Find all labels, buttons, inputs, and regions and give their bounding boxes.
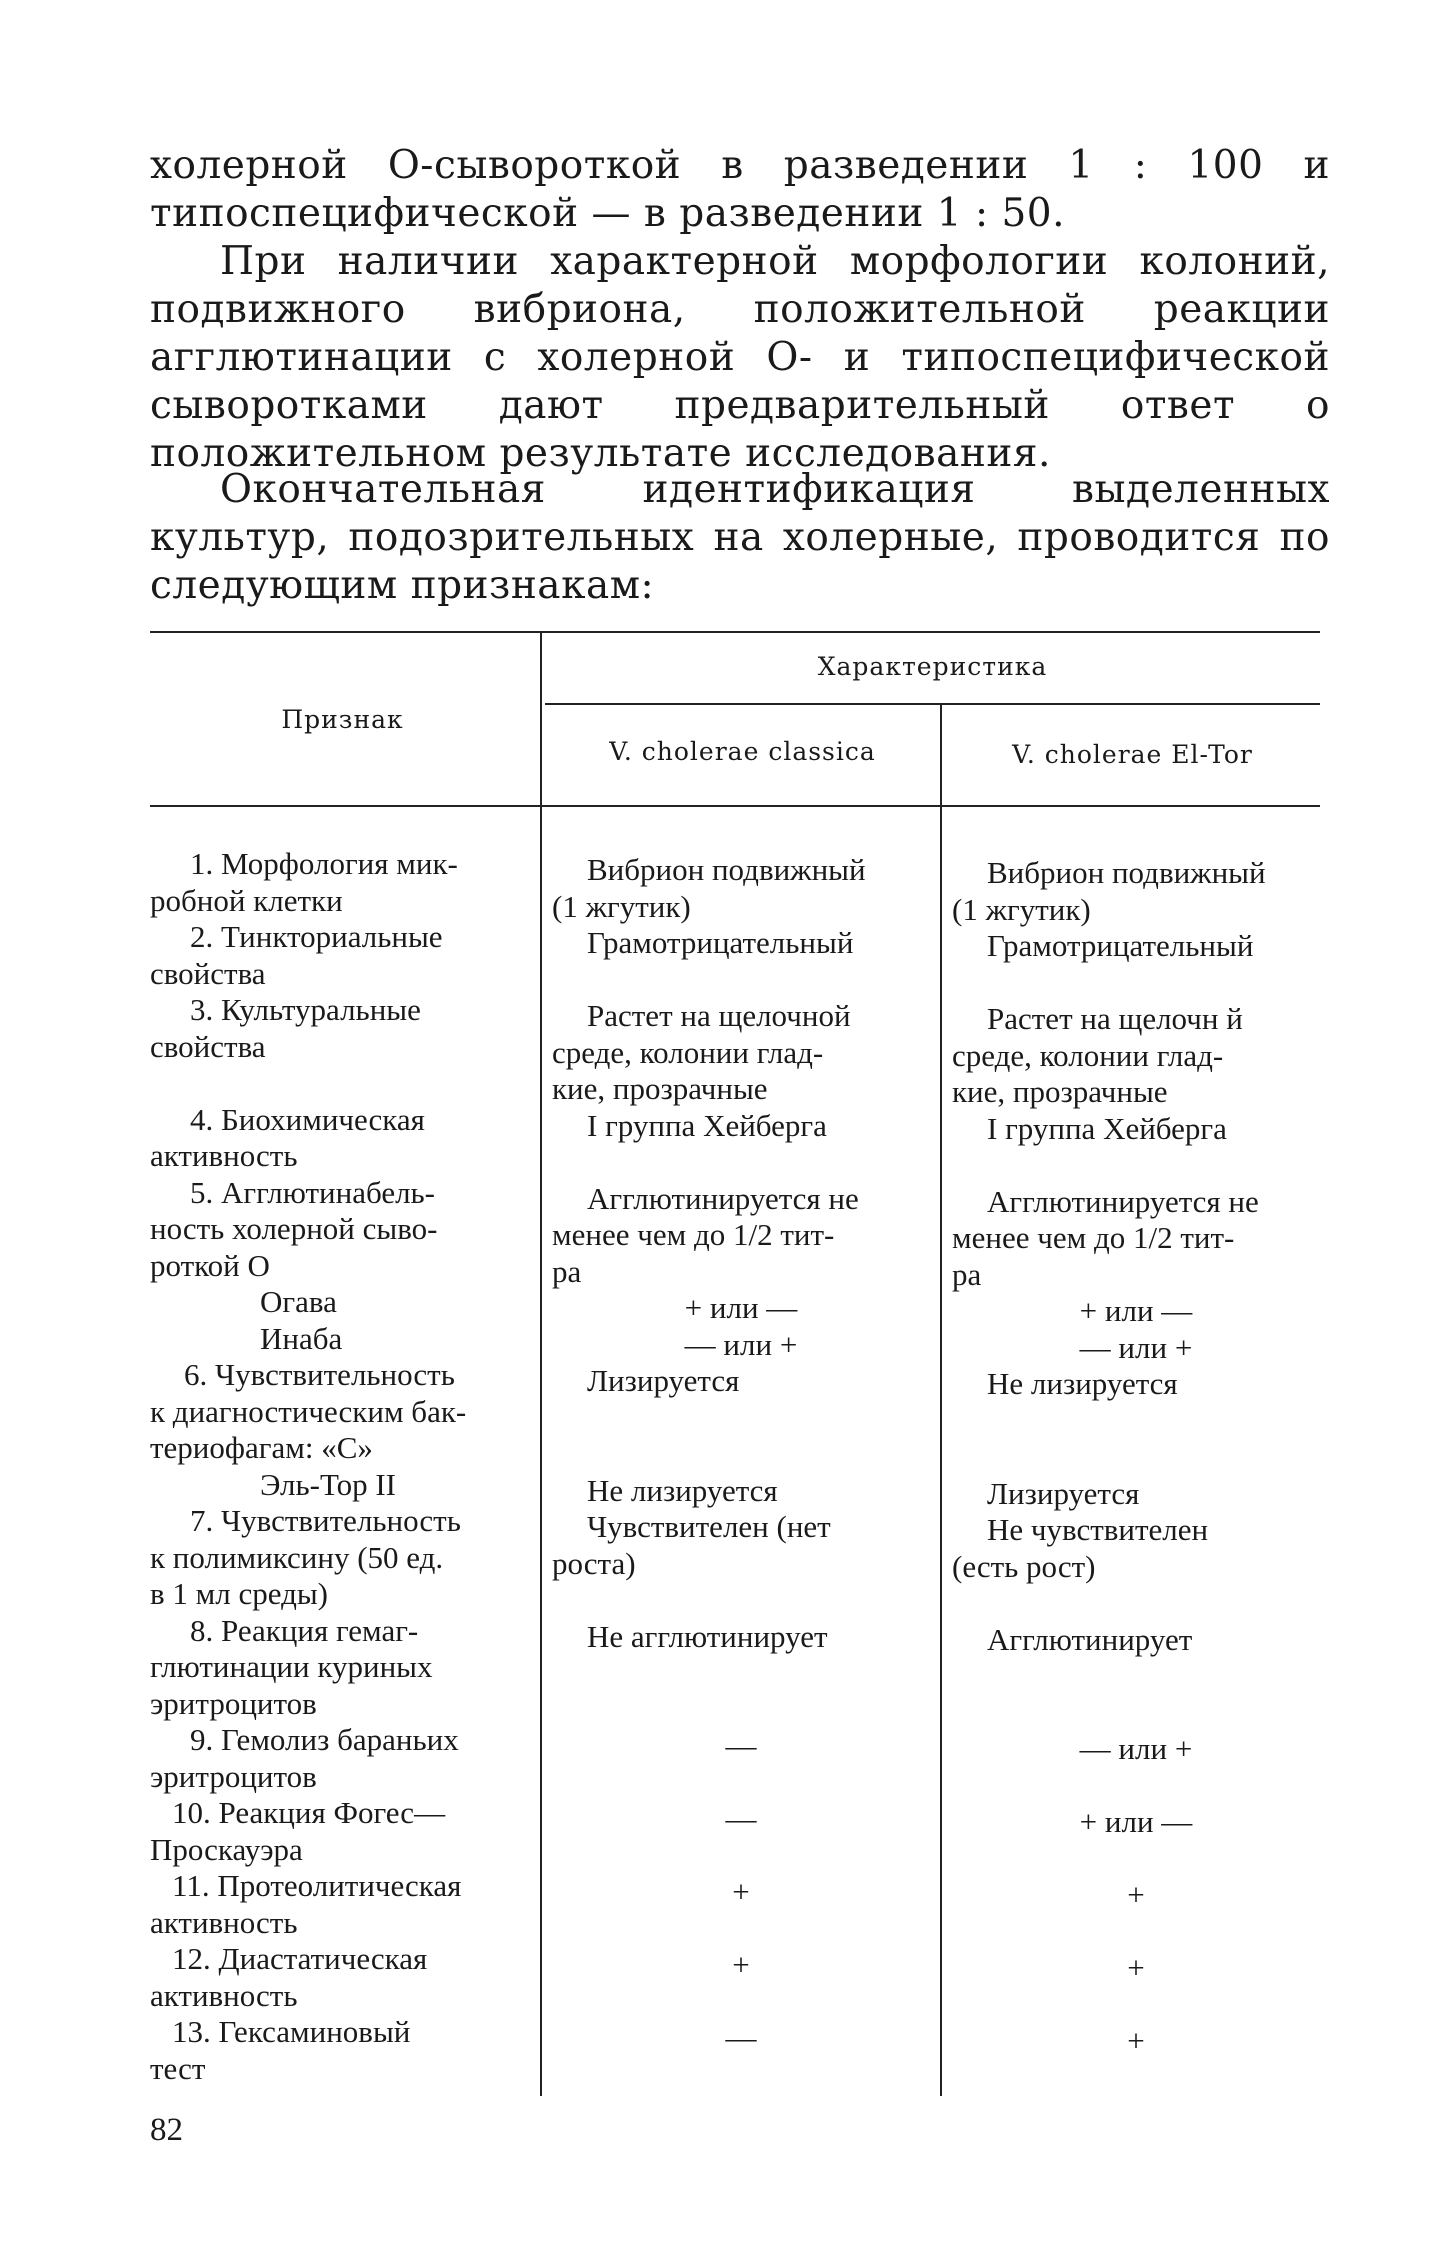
list-item: 9. Гемолиз бараньих <box>190 1722 459 1757</box>
list-item: 3. Культуральные <box>190 992 421 1027</box>
list-item: Агглютинирует <box>987 1621 1193 1657</box>
list-item: 13. Гексаминовый <box>172 2014 411 2049</box>
list-item: глютинации куриных <box>150 1649 433 1684</box>
list-item: (1 жгутик) <box>552 888 691 924</box>
list-item <box>552 1655 930 1692</box>
list-item <box>952 2060 1320 2097</box>
list-item: ность холерной сыво- <box>150 1211 438 1246</box>
list-item: свойства <box>150 1028 266 1064</box>
paragraph-1: холерной О-сывороткой в разведении 1 : 100 и типоспецифической — в разведении 1 : 50. <box>150 143 1330 236</box>
list-item: тест <box>150 2050 206 2086</box>
list-item <box>952 1987 1320 2024</box>
list-item: + или — <box>1079 1804 1193 1839</box>
list-item: Не лизируется <box>587 1472 778 1508</box>
header-classica: V. cholerae classica <box>609 737 876 766</box>
list-item <box>552 1692 930 1729</box>
paragraph-3: Окончательная идентификация выделенных культур, подозрительных на холерные, проводится по следующим признакам: <box>150 467 1330 608</box>
list-item <box>552 2057 930 2094</box>
column-classica <box>552 852 930 2093</box>
list-item: — <box>725 1728 757 1763</box>
list-item: ра <box>952 1256 982 1292</box>
table-header-bottom-rule <box>150 805 1320 807</box>
list-item: Грамотрицательный <box>587 925 854 960</box>
list-item: эритроцитов <box>150 1685 317 1721</box>
list-item: Лизируется <box>587 1363 740 1398</box>
list-item: роткой О <box>150 1247 270 1283</box>
list-item <box>952 1914 1320 1951</box>
list-item: активность <box>150 1977 298 2013</box>
list-item <box>952 1403 1320 1440</box>
list-item: Агглютинируется не <box>587 1180 859 1216</box>
table-vline-1 <box>540 631 542 2096</box>
list-item <box>952 1841 1320 1878</box>
list-item: I группа Хейберга <box>987 1110 1227 1146</box>
list-item: — <box>725 2020 757 2055</box>
list-item: менее чем до 1/2 тит- <box>552 1217 835 1252</box>
list-item: — или + <box>1079 1329 1193 1365</box>
list-item <box>952 1658 1320 1695</box>
list-item: 4. Биохимическая <box>190 1101 425 1137</box>
table-top-rule <box>150 631 1320 633</box>
list-item: 7. Чувствительность <box>190 1503 461 1538</box>
list-item: активность <box>150 1138 298 1173</box>
list-item: Не чувствителен <box>987 1512 1209 1547</box>
list-item: Растет на щелочн й <box>987 1001 1243 1036</box>
list-item: 5. Агглютинабель- <box>190 1174 436 1210</box>
list-item: + <box>1127 2023 1145 2058</box>
list-item: эритроцитов <box>150 1758 317 1794</box>
column-eltor <box>952 855 1320 2096</box>
list-item: Не лизируется <box>987 1366 1178 1401</box>
list-item: свойства <box>150 955 266 991</box>
list-item: Огава <box>260 1284 337 1319</box>
list-item: робной клетки <box>150 882 343 918</box>
list-item: + или — <box>1079 1293 1193 1328</box>
list-item: 8. Реакция гемаг- <box>190 1612 419 1648</box>
list-item: 11. Протеолитическая <box>172 1868 462 1903</box>
list-item <box>952 1695 1320 1732</box>
paragraph-2: При наличии характерной морфологии колоний, подвижного вибриона, положительной реакции агглютинации с холерной О- и типоспецифической сыворотками дают предварительный ответ о положительном результате исследования. <box>150 239 1330 476</box>
list-item <box>552 1436 930 1473</box>
list-item: (есть рост) <box>952 1548 1096 1584</box>
list-item: + <box>1127 1950 1145 1985</box>
list-item: (1 жгутик) <box>952 891 1091 927</box>
list-item: + <box>732 1874 750 1909</box>
list-item: Эль-Тор II <box>260 1466 396 1502</box>
list-item <box>552 1838 930 1875</box>
list-item: — или + <box>684 1326 798 1362</box>
list-item: Инаба <box>260 1320 343 1356</box>
list-item <box>552 1144 930 1181</box>
page-number: 82 <box>150 2112 183 2148</box>
list-item: 10. Реакция Фогес— <box>172 1795 446 1830</box>
list-item: среде, колонии глад- <box>552 1034 824 1070</box>
header-eltor: V. cholerae El-Tor <box>1012 740 1253 769</box>
list-item: к диагностическим бак- <box>150 1393 467 1429</box>
list-item: ра <box>552 1253 582 1289</box>
list-item: к полимиксину (50 ед. <box>150 1539 444 1575</box>
list-item <box>552 1911 930 1948</box>
list-item <box>150 1065 528 1102</box>
list-item: Вибрион подвижный <box>587 852 866 887</box>
list-item: 2. Тинкториальные <box>190 919 443 954</box>
list-item: — или + <box>1079 1731 1193 1766</box>
list-item <box>552 1400 930 1437</box>
list-item: Проскауэра <box>150 1831 303 1867</box>
list-item: роста) <box>552 1545 636 1581</box>
list-item <box>552 1765 930 1802</box>
list-item <box>552 962 930 999</box>
list-item: Лизируется <box>987 1475 1140 1511</box>
table-subheader-rule <box>545 703 1320 705</box>
table-vline-2 <box>940 705 942 2096</box>
list-item: 6. Чувствительность <box>184 1357 455 1392</box>
list-item: Чувствителен (нет <box>587 1509 831 1544</box>
list-item: + <box>732 1947 750 1982</box>
list-item: менее чем до 1/2 тит- <box>952 1220 1235 1255</box>
list-item <box>952 1768 1320 1805</box>
list-item: 1. Морфология мик- <box>190 846 458 881</box>
list-item: 12. Диастатическая <box>172 1941 428 1976</box>
list-item: I группа Хейберга <box>587 1107 827 1143</box>
list-item: среде, колонии глад- <box>952 1037 1224 1073</box>
list-item: + <box>1127 1877 1145 1912</box>
list-item <box>952 1147 1320 1184</box>
list-item: териофагам: «С» <box>150 1430 373 1465</box>
list-item: Не агглютинирует <box>587 1618 828 1654</box>
header-sign: Признак <box>281 705 404 734</box>
list-item: в 1 мл среды) <box>150 1576 329 1611</box>
list-item: — <box>725 1801 757 1836</box>
header-characteristic: Характеристика <box>817 652 1048 681</box>
list-item: + или — <box>684 1290 798 1325</box>
list-item: активность <box>150 1904 298 1940</box>
list-item <box>952 1439 1320 1476</box>
list-item <box>552 1984 930 2021</box>
list-item <box>952 1585 1320 1622</box>
list-item <box>952 965 1320 1002</box>
list-item: кие, прозрачные <box>952 1074 1168 1109</box>
list-item: Вибрион подвижный <box>987 855 1266 890</box>
list-item: кие, прозрачные <box>552 1071 768 1106</box>
column-signs <box>150 846 528 2087</box>
list-item: Агглютинируется не <box>987 1183 1259 1219</box>
list-item: Грамотрицательный <box>987 928 1254 963</box>
list-item <box>552 1582 930 1619</box>
list-item: Растет на щелочной <box>587 998 851 1033</box>
